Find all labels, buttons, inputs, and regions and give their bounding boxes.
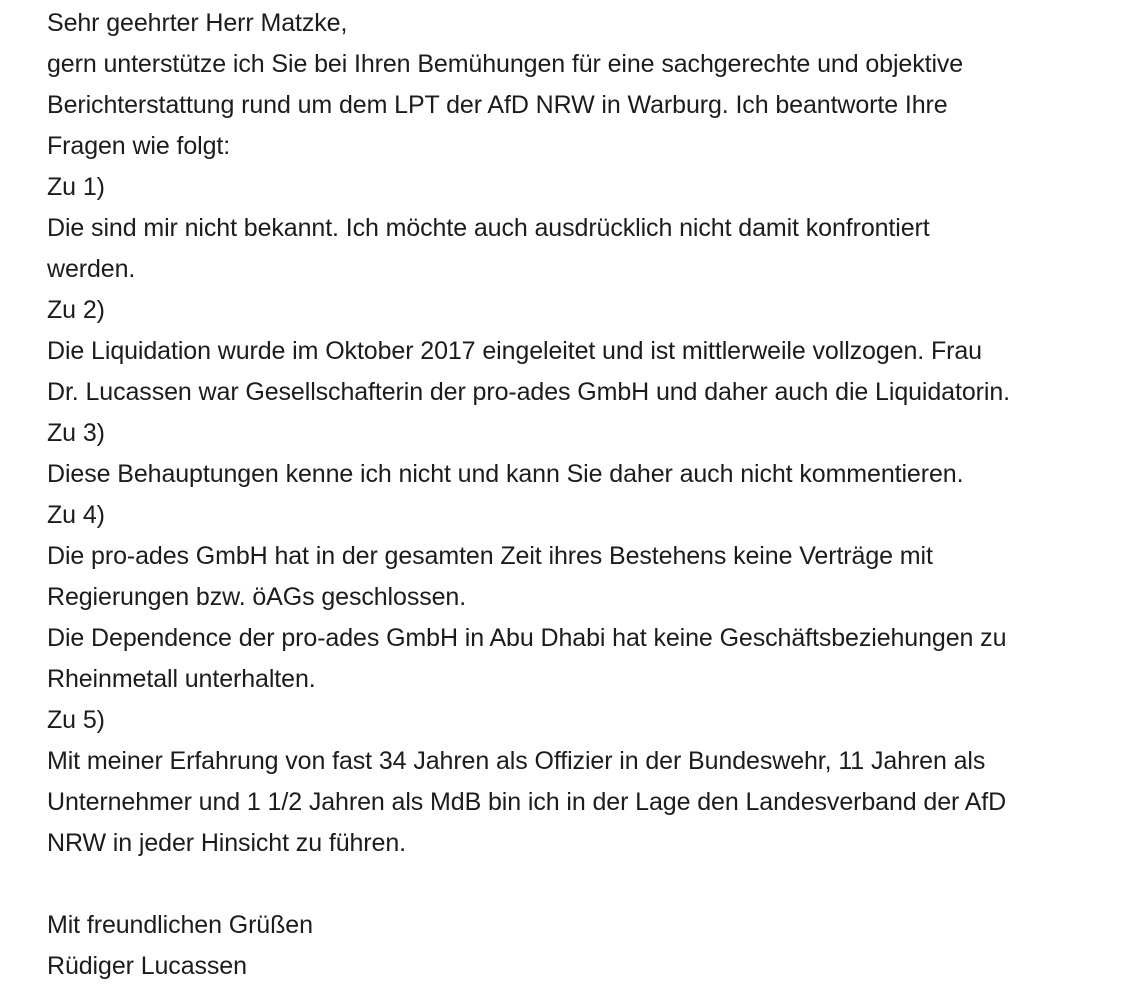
answer-heading-1: Zu 1) (47, 173, 105, 201)
intro-line: gern unterstütze ich Sie bei Ihren Bemühungen für eine sachgerechte und objektive (47, 50, 964, 78)
answer-heading-3: Zu 3) (47, 419, 105, 447)
answer-5-line: Unternehmer und 1 1/2 Jahren als MdB bin ich in der Lage den Landesverband der AfD (47, 788, 1007, 816)
closing: Mit freundlichen Grüßen (47, 911, 313, 939)
answer-1-line: werden. (47, 255, 136, 283)
answer-4-line: Regierungen bzw. öAGs geschlossen. (47, 583, 467, 611)
answer-5-line: Mit meiner Erfahrung von fast 34 Jahren als Offizier in der Bundeswehr, 11 Jahren als (47, 747, 986, 775)
paragraph-spacer (47, 864, 1127, 905)
salutation: Sehr geehrter Herr Matzke, (47, 9, 348, 37)
message-body (47, 3, 1127, 987)
answer-4-line: Die Dependence der pro-ades GmbH in Abu Dhabi hat keine Geschäftsbeziehungen zu (47, 624, 1007, 652)
answer-4-line: Rheinmetall unterhalten. (47, 665, 316, 693)
answer-1-line: Die sind mir nicht bekannt. Ich möchte auch ausdrücklich nicht damit konfrontiert (47, 214, 930, 242)
answer-2-line: Die Liquidation wurde im Oktober 2017 eingeleitet und ist mittlerweile vollzogen. Frau (47, 337, 982, 365)
answer-4-line: Die pro-ades GmbH hat in der gesamten Zeit ihres Bestehens keine Verträge mit (47, 542, 933, 570)
intro-line: Berichterstattung rund um dem LPT der AfD NRW in Warburg. Ich beantworte Ihre (47, 91, 948, 119)
answer-heading-2: Zu 2) (47, 296, 105, 324)
answer-5-line: NRW in jeder Hinsicht zu führen. (47, 829, 406, 857)
answer-2-line: Dr. Lucassen war Gesellschafterin der pro-ades GmbH und daher auch die Liquidatorin. (47, 378, 1010, 406)
intro-line: Fragen wie folgt: (47, 132, 231, 160)
answer-3-line: Diese Behauptungen kenne ich nicht und kann Sie daher auch nicht kommentieren. (47, 460, 964, 488)
answer-heading-4: Zu 4) (47, 501, 105, 529)
signature: Rüdiger Lucassen (47, 952, 247, 980)
answer-heading-5: Zu 5) (47, 706, 105, 734)
